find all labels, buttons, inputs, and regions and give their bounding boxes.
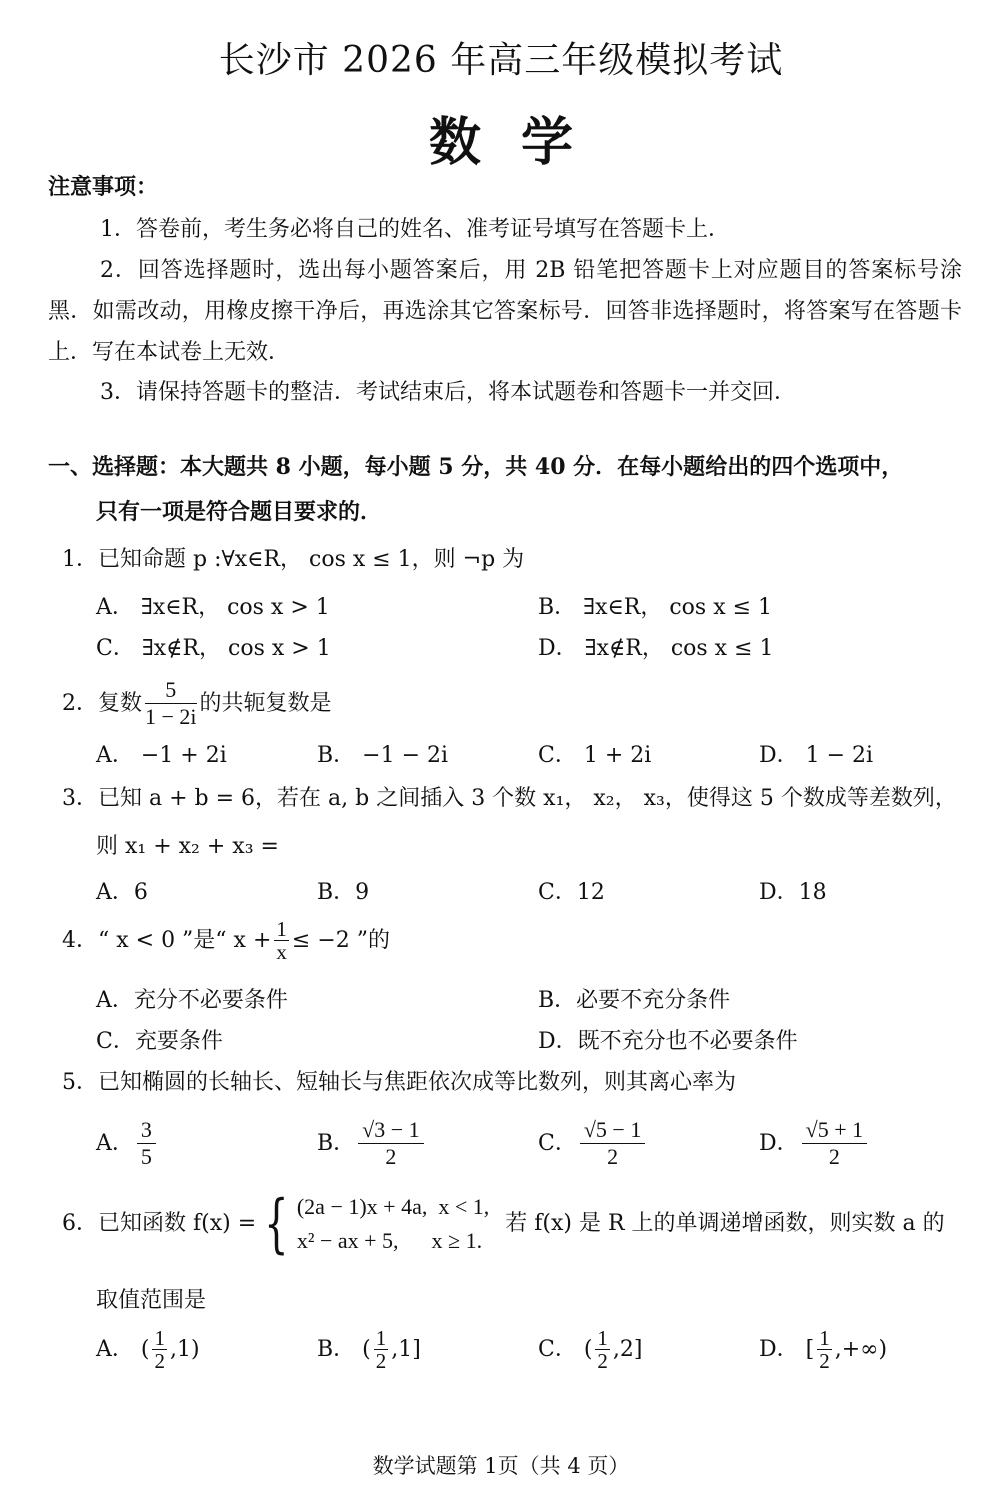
q3-option-a: A．6 — [96, 880, 148, 905]
q2-fraction — [145, 677, 197, 730]
q6-option-a — [96, 1327, 200, 1372]
q6-stem-pre: 6．已知函数 f(x) = — [62, 1211, 257, 1236]
q5-a-den: 5 — [140, 1144, 152, 1169]
q6-b-den: 2 — [375, 1349, 387, 1373]
notice-item-3: 3．请保持答题卡的整洁．考试结束后，将本试题卷和答题卡一并交回． — [100, 380, 796, 405]
q6-cases — [297, 1190, 489, 1258]
q6-c-num: 1 — [597, 1326, 608, 1350]
q5-option-c — [538, 1117, 648, 1170]
q2-stem-pre: 2．复数 — [62, 690, 142, 716]
q5-d-num: √5 + 1 — [802, 1117, 867, 1144]
notice-heading: 注意事项： — [48, 174, 159, 200]
left-brace-icon: { — [264, 1187, 289, 1261]
notice-item-1: 1．答卷前，考生务必将自己的姓名、准考证号填写在答题卡上． — [100, 217, 730, 242]
q4-option-d: D．既不充分也不必要条件 — [538, 1029, 798, 1054]
q3-option-b: B．9 — [317, 880, 370, 905]
q4-option-a: A．充分不必要条件 — [96, 988, 288, 1013]
q6-a-num: 1 — [154, 1326, 165, 1350]
q6-c-den: 2 — [597, 1349, 608, 1373]
q4-frac-den: x — [276, 940, 287, 964]
q6-a-den: 2 — [154, 1349, 165, 1373]
q5-stem: 5．已知椭圆的长轴长、短轴长与焦距依次成等比数列，则其离心率为 — [62, 1070, 736, 1095]
q5-c-den: 2 — [607, 1144, 619, 1169]
q6-d-pre: D． [ — [759, 1336, 815, 1362]
q5-option-d — [759, 1117, 870, 1170]
q6-d-fraction — [817, 1327, 832, 1372]
page-footer: 数学试题第 1页（共 4 页） — [372, 1454, 630, 1478]
q5-b-fraction — [358, 1117, 423, 1170]
q5-b-label: B． — [317, 1130, 356, 1156]
q3-option-d: D．18 — [759, 880, 827, 905]
q5-c-label: C． — [538, 1130, 577, 1156]
q1-option-b: B． ∃x∈R， cos x ≤ 1 — [538, 595, 773, 620]
q4-option-c: C．充要条件 — [96, 1029, 223, 1054]
q5-a-num: 3 — [137, 1117, 156, 1144]
section-heading-line1: 一、选择题：本大题共 8 小题，每小题 5 分，共 40 分．在每小题给出的四个选项中， — [48, 454, 904, 480]
q1-option-d: D． ∃x∉R， cos x ≤ 1 — [538, 636, 774, 661]
q5-d-label: D． — [759, 1130, 799, 1156]
q6-b-post: ,1] — [391, 1336, 421, 1362]
q4-frac-num: 1 — [276, 917, 287, 941]
q6-stem-post: 若 f(x) 是 R 上的单调递增函数，则实数 a 的 — [505, 1211, 945, 1236]
q6-b-fraction — [374, 1327, 389, 1372]
q2-option-c: C． 1 + 2i — [538, 743, 652, 768]
q5-b-den: 2 — [385, 1144, 397, 1169]
q2-stem — [62, 677, 332, 730]
q2-frac-den: 1 − 2i — [145, 704, 197, 729]
q5-d-fraction — [802, 1117, 867, 1170]
q5-b-num: √3 − 1 — [358, 1117, 423, 1144]
q5-a-label: A． — [96, 1130, 134, 1156]
q3-stem-line2: 则 x₁ + x₂ + x₃ = — [96, 834, 279, 859]
q4-stem-post: ≤ −2 ”的 — [291, 927, 390, 953]
q4-stem — [62, 918, 390, 963]
q6-a-post: ,1) — [169, 1336, 200, 1362]
exam-title: 长沙市 2026 年高三年级模拟考试 — [218, 40, 784, 81]
q2-option-d: D． 1 − 2i — [759, 743, 874, 768]
q6-d-post: ,+∞) — [834, 1336, 888, 1362]
notice-item-2: 2．回答选择题时，选出每小题答案后，用 2B 铅笔把答题卡上对应题目的答案标号涂黑．如需改动，用橡皮擦干净后，再选涂其它答案标号．回答非选择题时，将答案写在答题卡上．写在本试卷上无效． — [48, 258, 962, 365]
q4-option-b: B．必要不充分条件 — [538, 988, 731, 1013]
subject-title: 数学 — [428, 112, 613, 173]
q6-a-fraction — [152, 1327, 167, 1372]
q5-c-fraction — [580, 1117, 645, 1170]
q6-d-den: 2 — [819, 1349, 830, 1373]
q5-c-num: √5 − 1 — [580, 1117, 645, 1144]
q5-option-a — [96, 1117, 159, 1170]
q6-case-1: (2a − 1)x + 4a, x < 1, — [296, 1194, 490, 1219]
q6-a-pre: A． ( — [96, 1336, 150, 1362]
q2-option-b: B． −1 − 2i — [317, 743, 449, 768]
q2-stem-post: 的共轭复数是 — [199, 690, 332, 716]
q1-option-a: A． ∃x∈R， cos x > 1 — [96, 595, 330, 620]
q2-option-a: A． −1 + 2i — [96, 743, 227, 768]
q6-d-num: 1 — [819, 1326, 830, 1350]
q6-c-fraction — [595, 1327, 610, 1372]
section-heading-line2: 只有一项是符合题目要求的． — [96, 499, 383, 525]
q5-a-fraction — [137, 1117, 156, 1170]
q6-option-b — [317, 1327, 421, 1372]
q4-fraction — [274, 918, 289, 963]
q6-stem — [62, 1187, 945, 1261]
q6-case-2: x² − ax + 5, x ≥ 1. — [296, 1228, 483, 1253]
q1-option-c: C． ∃x∉R， cos x > 1 — [96, 636, 331, 661]
q1-stem: 1．已知命题 p :∀x∈R， cos x ≤ 1，则 ¬p 为 — [62, 547, 525, 572]
q6-b-num: 1 — [375, 1326, 387, 1350]
q6-c-post: ,2] — [612, 1336, 643, 1362]
q3-stem-line1: 3．已知 a + b = 6，若在 a, b 之间插入 3 个数 x₁， x₂， x₃，使得这 5 个数成等差数列， — [62, 786, 957, 811]
q4-stem-pre: 4．“ x < 0 ”是“ x + — [62, 927, 272, 953]
q5-d-den: 2 — [828, 1144, 840, 1169]
q6-option-d — [759, 1327, 887, 1372]
q6-b-pre: B． ( — [317, 1336, 371, 1362]
q5-option-b — [317, 1117, 427, 1170]
q6-c-pre: C． ( — [538, 1336, 593, 1362]
q6-stem-line2: 取值范围是 — [96, 1288, 207, 1313]
q2-frac-num: 5 — [145, 677, 197, 704]
q6-option-c — [538, 1327, 643, 1372]
q3-option-c: C．12 — [538, 880, 605, 905]
